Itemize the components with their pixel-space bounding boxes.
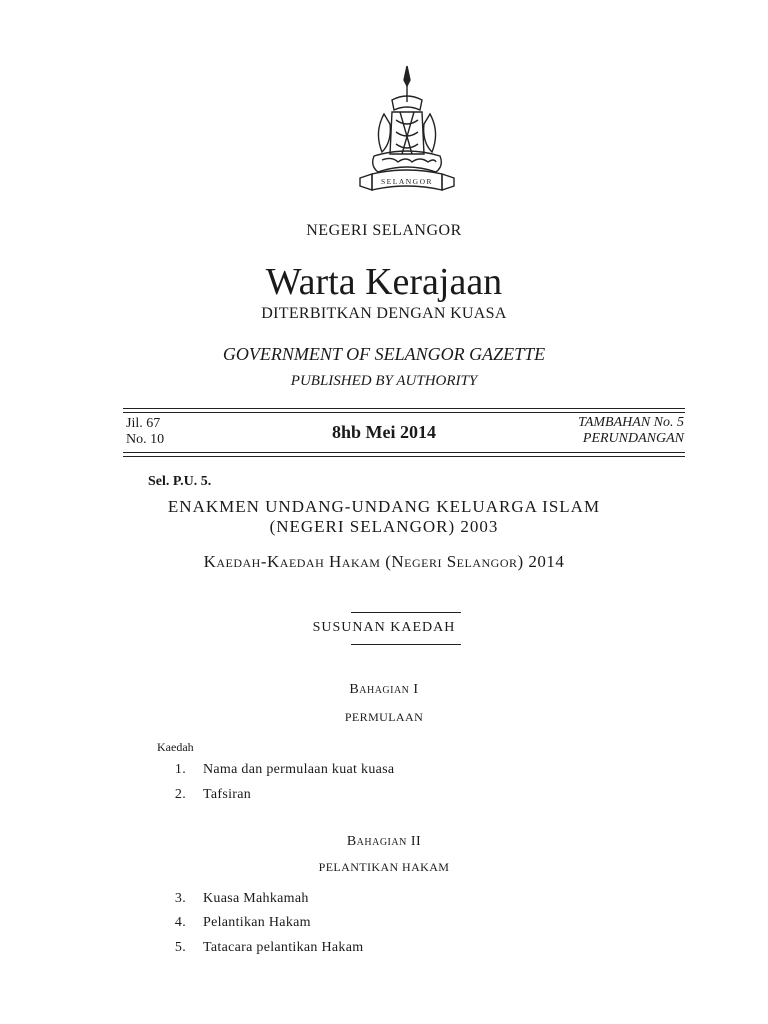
enactment-title — [0, 497, 768, 537]
arrangement-heading: SUSUNAN KAEDAH — [312, 620, 456, 635]
sel-pu-number: Sel. P.U. 5. — [148, 474, 212, 489]
rule-number: 2. — [174, 787, 186, 802]
header-rule-top-inner — [123, 412, 685, 413]
supplement-info — [578, 415, 684, 447]
rule-number: 3. — [174, 891, 186, 906]
rule-text: Pelantikan Hakam — [203, 915, 311, 930]
header-rule-bottom-inner — [123, 456, 685, 457]
supplement-number: TAMBAHAN No. 5 — [578, 415, 684, 430]
rule-number: 1. — [174, 762, 186, 777]
gazette-subtitle-ms: DITERBITKAN DENGAN KUASA — [261, 305, 507, 322]
header-rule-bottom — [123, 452, 685, 453]
part-2-label: Bahagian II — [346, 834, 422, 849]
supplement-type: PERUNDANGAN — [582, 431, 684, 446]
susunan-rule-top — [351, 612, 461, 613]
gazette-subtitle-en: PUBLISHED BY AUTHORITY — [290, 373, 478, 389]
issue-date: 8hb Mei 2014 — [331, 422, 436, 442]
rule-text: Tatacara pelantikan Hakam — [203, 940, 364, 955]
issue-number: No. 10 — [126, 432, 165, 447]
rule-number: 5. — [174, 940, 186, 955]
part-1-label: Bahagian I — [349, 682, 419, 697]
part-2-heading: PELANTIKAN HAKAM — [318, 860, 450, 874]
enactment-title-line1: ENAKMEN UNDANG-UNDANG KELUARGA ISLAM — [167, 497, 601, 516]
volume-label: Jil. 67 — [126, 416, 161, 431]
gazette-title: Warta Kerajaan — [265, 261, 503, 303]
rule-text: Kuasa Mahkamah — [203, 891, 309, 906]
gazette-title-en: GOVERNMENT OF SELANGOR GAZETTE — [222, 344, 546, 364]
rules-title: Kaedah-Kaedah Hakam (Negeri Selangor) 2014 — [203, 552, 565, 571]
state-name: NEGERI SELANGOR — [306, 222, 462, 239]
susunan-rule-bottom — [351, 644, 461, 645]
rule-text: Tafsiran — [203, 787, 252, 802]
rule-text: Nama dan permulaan kuat kuasa — [203, 762, 395, 777]
selangor-crest-emblem — [352, 62, 462, 200]
header-rule-top — [123, 408, 685, 409]
rule-number: 4. — [174, 915, 186, 930]
rule-column-label: Kaedah — [157, 740, 194, 754]
enactment-title-line2: (NEGERI SELANGOR) 2003 — [269, 517, 499, 536]
crest-ribbon-text: SELANGOR — [380, 177, 434, 186]
part-1-heading: PERMULAAN — [344, 710, 424, 724]
